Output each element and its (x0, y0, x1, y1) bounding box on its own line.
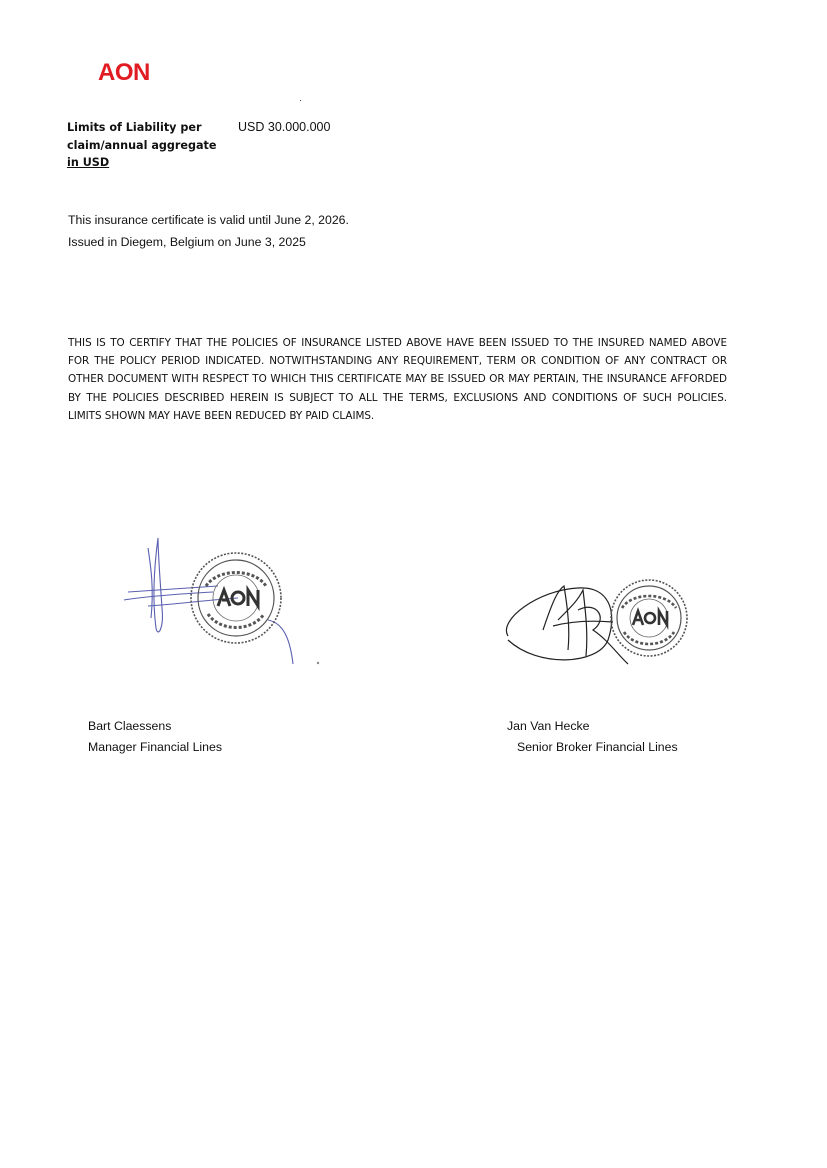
signer-title: Senior Broker Financial Lines (517, 740, 678, 754)
signature-right-icon (506, 586, 628, 664)
signature-stamp-right (498, 560, 698, 672)
valid-until-text: This insurance certificate is valid until June 2, 2026. (68, 213, 349, 227)
aon-logo: AON (98, 59, 150, 86)
signer-title: Manager Financial Lines (88, 740, 222, 754)
signature-left-icon (124, 538, 293, 664)
signer-name: Bart Claessens (88, 719, 172, 733)
stray-dot (300, 100, 301, 101)
issued-text: Issued in Diegem, Belgium on June 3, 2025 (68, 235, 306, 249)
limits-label (67, 119, 217, 172)
signer-name: Jan Van Hecke (507, 719, 590, 733)
validity-block (68, 209, 349, 253)
limits-value: USD 30.000.000 (238, 120, 331, 134)
limits-label-line: Limits of Liability per (67, 121, 202, 134)
company-seal-icon (611, 580, 687, 656)
limits-label-line: claim/annual aggregate (67, 138, 217, 152)
signature-stamp-left (118, 528, 328, 673)
signer-right (507, 716, 678, 758)
certification-paragraph: THIS IS TO CERTIFY THAT THE POLICIES OF INSURANCE LISTED ABOVE HAVE BEEN ISSUED TO THE INSURED NAMED ABOVE FOR THE POLICY PERIOD INDICATED. NOTWITHSTANDING ANY REQUIREMENT, TERM OR CONDITION OF ANY CONTRACT OR OTHER DOCUMENT WITH RESPECT TO WHICH THIS CERTIFICATE MAY BE ISSUED OR MAY PERTAIN, THE INSURANCE AFFORDED BY THE POLICIES DESCRIBED HEREIN IS SUBJECT TO ALL THE TERMS, EXCLUSIONS AND CONDITIONS OF SUCH POLICIES. LIMITS SHOWN MAY HAVE BEEN REDUCED BY PAID CLAIMS. (68, 337, 727, 422)
limits-label-line: in USD (67, 156, 110, 169)
signer-left (88, 716, 222, 758)
